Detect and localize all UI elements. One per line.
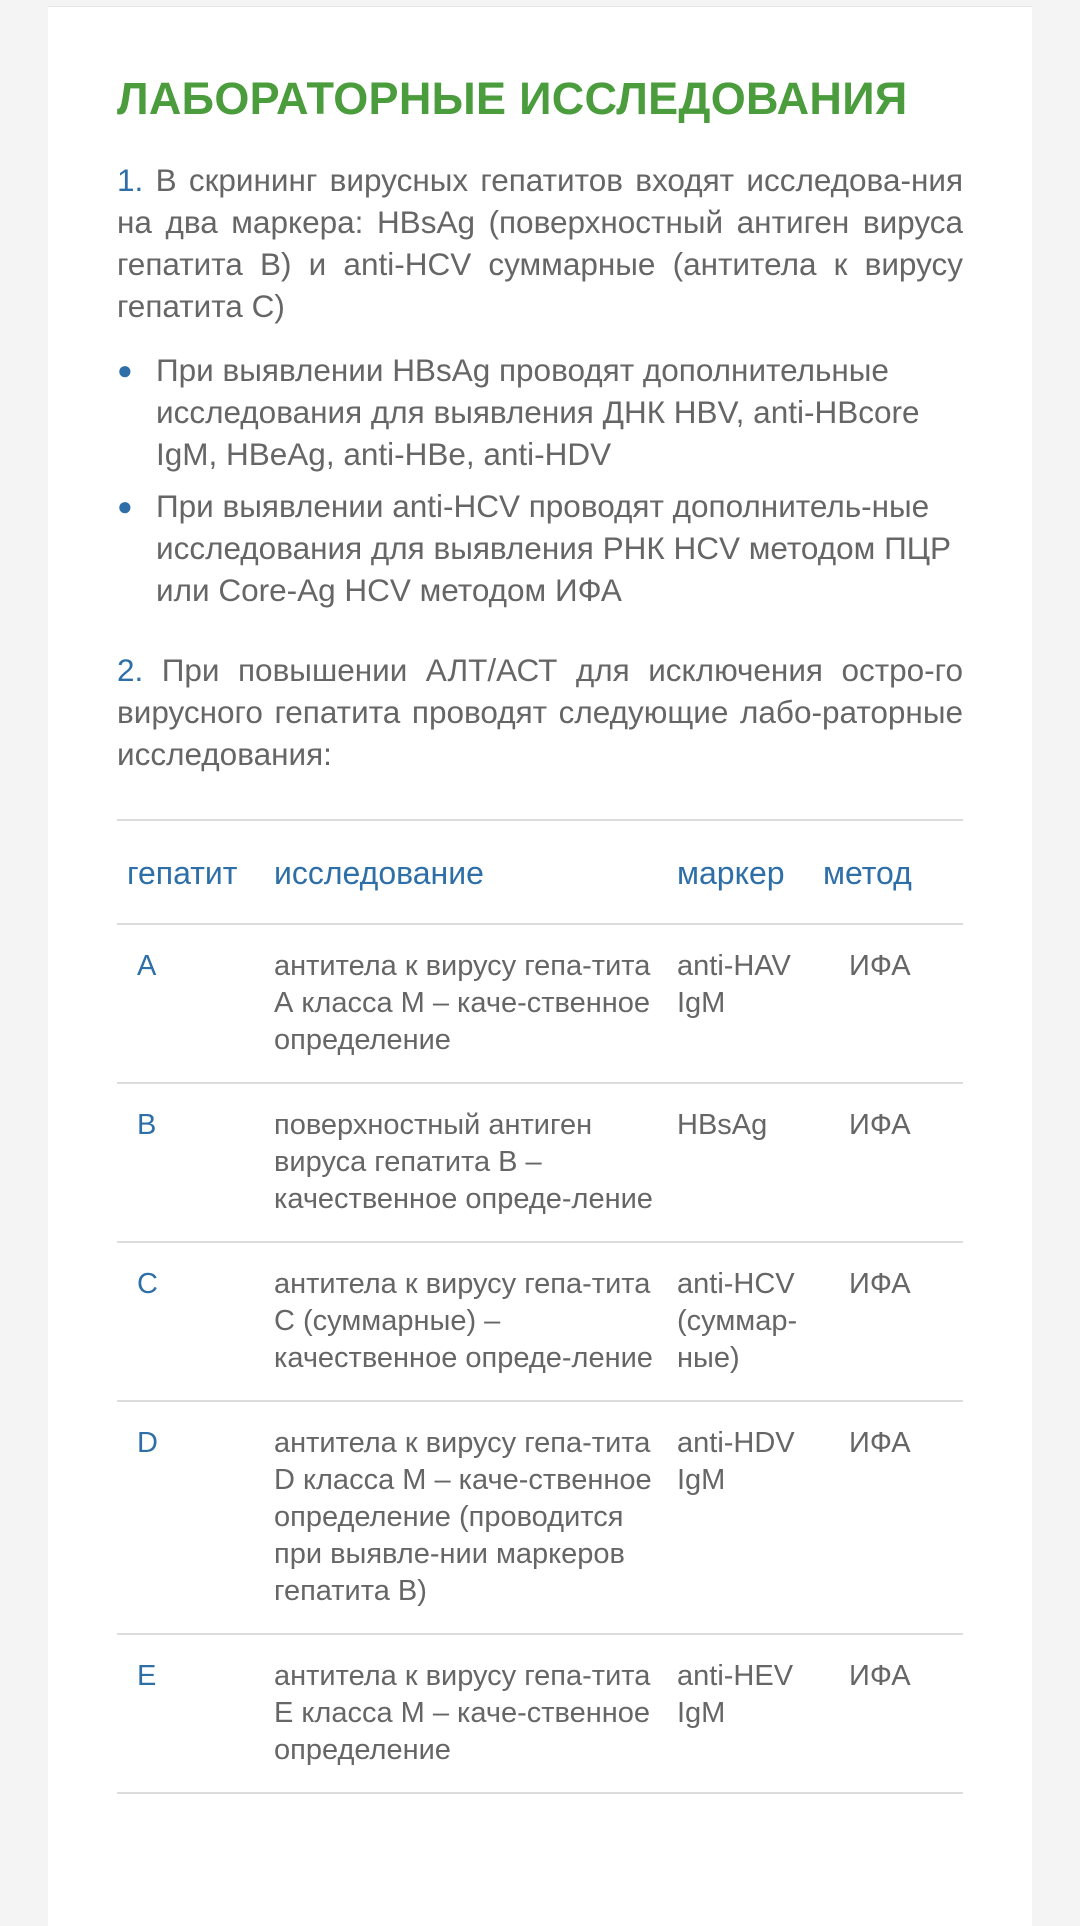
cell-study: поверхностный антиген вируса гепатита В – качественное опреде-ление xyxy=(274,1109,653,1215)
cell-hepatitis: C xyxy=(137,1268,158,1300)
paragraph-2-number: 2. xyxy=(117,652,144,688)
content-card xyxy=(48,6,1032,1926)
paragraph-1-number: 1. xyxy=(117,162,144,198)
cell-method: ИФА xyxy=(849,1427,911,1459)
cell-marker: anti-HCV (суммар-ные) xyxy=(677,1268,798,1374)
cell-marker: anti-HDV IgM xyxy=(677,1427,795,1496)
table-row xyxy=(117,1242,963,1401)
cell-study: антитела к вирусу гепа-тита А класса М – каче-ственное определение xyxy=(274,950,651,1056)
cell-marker: anti-HAV IgM xyxy=(677,950,791,1019)
bullet-icon: ● xyxy=(117,355,133,385)
paragraph-1 xyxy=(117,159,963,327)
cell-method: ИФА xyxy=(849,950,911,982)
cell-method: ИФА xyxy=(849,1109,911,1141)
table-header-row xyxy=(117,820,963,924)
article xyxy=(117,71,963,1794)
bullet-list xyxy=(117,349,963,611)
header-method: метод xyxy=(823,855,912,891)
list-item xyxy=(117,349,963,475)
cell-study: антитела к вирусу гепа-тита D класса М – каче-ственное определение (проводится при выявле-нии маркеров гепатита В) xyxy=(274,1427,652,1607)
hepatitis-table xyxy=(117,819,963,1794)
list-item-text: При выявлении HBsAg проводят дополнительные исследования для выявления ДНК HBV, anti-HBcore IgM, HBeAg, anti-HBe, anti-HDV xyxy=(156,352,920,472)
cell-study: антитела к вирусу гепа-тита Е класса М – каче-ственное определение xyxy=(274,1660,651,1766)
cell-hepatitis: D xyxy=(137,1427,158,1459)
paragraph-2 xyxy=(117,649,963,775)
header-study: исследование xyxy=(274,855,484,891)
list-item-text: При выявлении anti-HCV проводят дополнитель-ные исследования для выявления РНК HCV методом ПЦР или Core-Ag HCV методом ИФА xyxy=(156,488,952,608)
cell-study: антитела к вирусу гепа-тита С (суммарные) – качественное опреде-ление xyxy=(274,1268,653,1374)
cell-hepatitis: B xyxy=(137,1109,157,1141)
table-row xyxy=(117,924,963,1083)
header-marker: маркер xyxy=(677,855,785,891)
cell-method: ИФА xyxy=(849,1660,911,1692)
cell-method: ИФА xyxy=(849,1268,911,1300)
cell-hepatitis: A xyxy=(137,950,157,982)
paragraph-1-text: В скрининг вирусных гепатитов входят исследова-ния на два маркера: HBsAg (поверхностный антиген вируса гепатита В) и anti-HCV суммарные (антитела к вирусу гепатита С) xyxy=(117,162,963,324)
cell-hepatitis: E xyxy=(137,1660,157,1692)
cell-marker: anti-HEV IgM xyxy=(677,1660,794,1729)
cell-marker: HBsAg xyxy=(677,1109,768,1141)
bullet-icon: ● xyxy=(117,491,133,521)
table-row xyxy=(117,1634,963,1793)
header-hepatitis: гепатит xyxy=(127,855,238,891)
table-row xyxy=(117,1083,963,1242)
paragraph-2-text: При повышении АЛТ/АСТ для исключения остро-го вирусного гепатита проводят следующие лабо-раторные исследования: xyxy=(117,652,963,772)
table-row xyxy=(117,1401,963,1634)
list-item xyxy=(117,485,963,611)
page-title: ЛАБОРАТОРНЫЕ ИССЛЕДОВАНИЯ xyxy=(117,73,908,124)
